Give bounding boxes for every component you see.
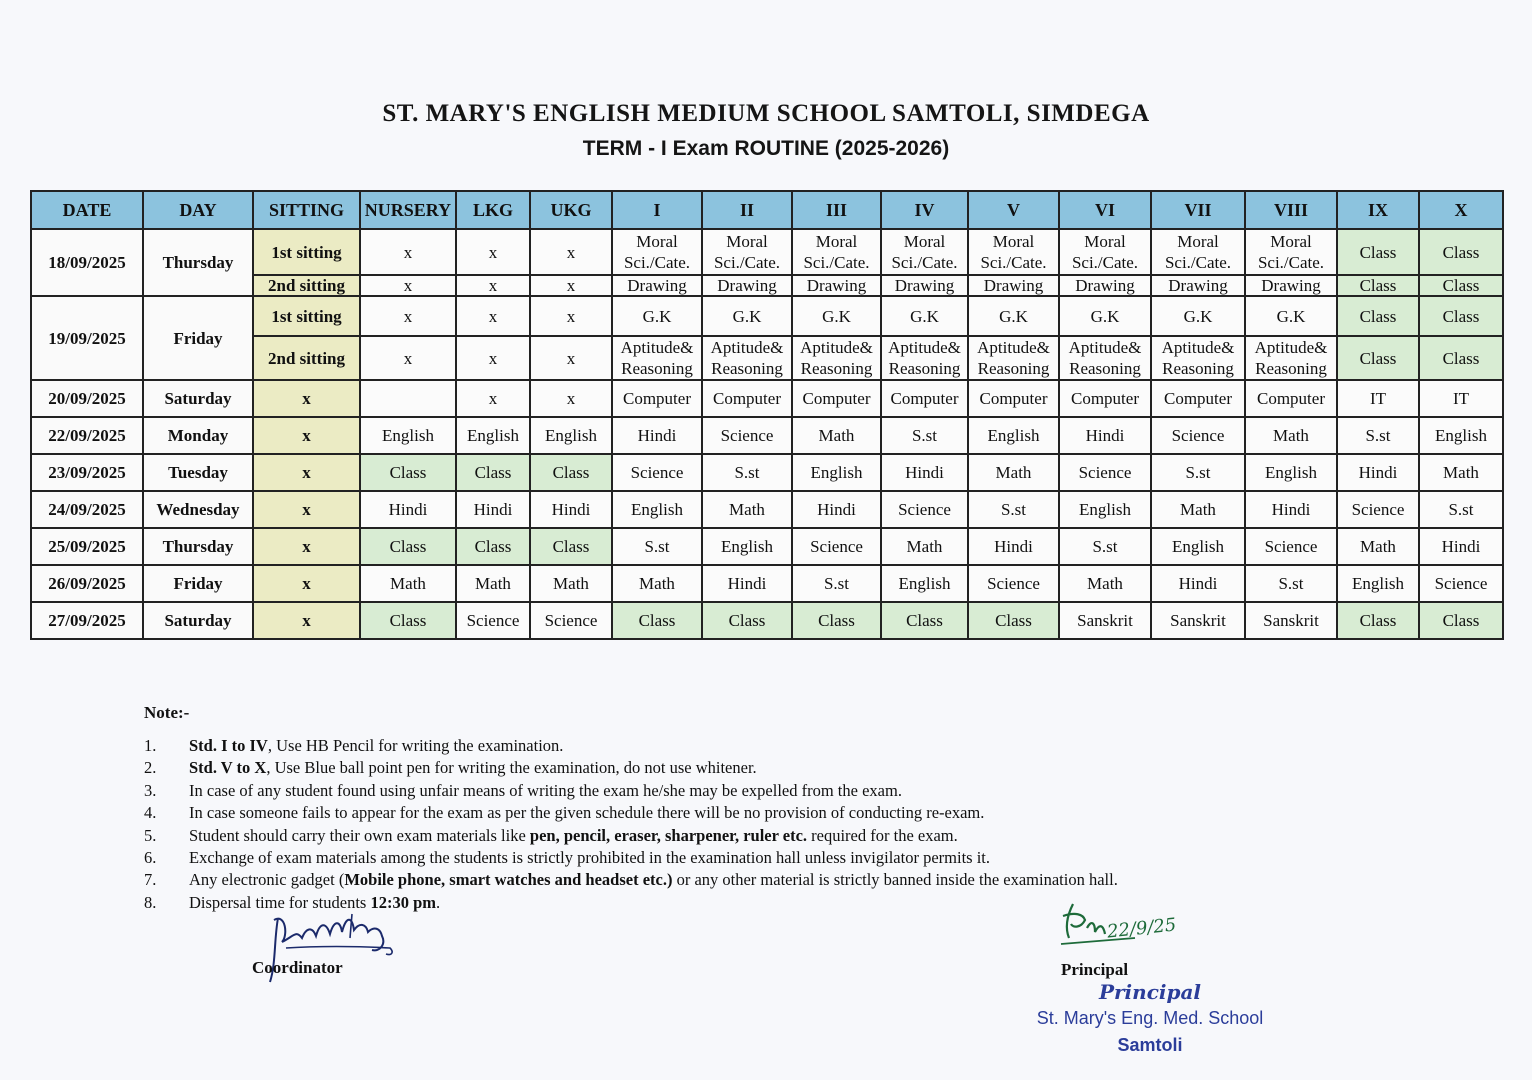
subject-cell: English xyxy=(792,454,881,491)
column-header: VIII xyxy=(1245,191,1337,229)
note-text xyxy=(189,757,757,779)
date-cell: 20/09/2025 xyxy=(31,380,143,417)
note-bold-text: 12:30 pm xyxy=(370,892,437,912)
subject-cell: S.st xyxy=(968,491,1059,528)
subject-cell: Hindi xyxy=(456,491,530,528)
subject-cell: S.st xyxy=(881,417,968,454)
subject-cell: Class xyxy=(792,602,881,639)
note-plain-text: In case someone fails to appear for the exam as per the given schedule there will be no provision of conducting re-exam. xyxy=(189,803,985,823)
subject-cell: Hindi xyxy=(881,454,968,491)
subject-cell: x xyxy=(360,296,456,336)
subject-cell: Math xyxy=(702,491,792,528)
stamp-place: Samtoli xyxy=(1117,1035,1183,1055)
note-text xyxy=(189,735,563,757)
subject-cell: Moral Sci./Cate. xyxy=(792,229,881,275)
note-bold-text: pen, pencil, eraser, sharpener, ruler etc. xyxy=(529,825,808,845)
subject-cell: Sanskrit xyxy=(1151,602,1245,639)
subject-cell: G.K xyxy=(1059,296,1151,336)
subject-cell: x xyxy=(456,275,530,296)
subject-cell: Drawing xyxy=(1059,275,1151,296)
subject-cell: x xyxy=(360,229,456,275)
subject-cell: x xyxy=(530,275,612,296)
subject-cell: x xyxy=(456,336,530,380)
subject-cell: English xyxy=(530,417,612,454)
column-header: V xyxy=(968,191,1059,229)
sitting-cell: x xyxy=(253,602,360,639)
subject-cell: Science xyxy=(612,454,702,491)
table-row xyxy=(31,454,1503,491)
subject-cell: Moral Sci./Cate. xyxy=(612,229,702,275)
subject-cell: English xyxy=(612,491,702,528)
subject-cell: English xyxy=(881,565,968,602)
subject-cell: Class xyxy=(1419,336,1503,380)
coordinator-signature-block xyxy=(240,908,420,998)
subject-cell: Class xyxy=(530,454,612,491)
subject-cell: x xyxy=(360,275,456,296)
subject-cell: English xyxy=(1059,491,1151,528)
subject-cell: IT xyxy=(1419,380,1503,417)
subject-cell: Science xyxy=(702,417,792,454)
subject-cell: Moral Sci./Cate. xyxy=(881,229,968,275)
table-row xyxy=(31,565,1503,602)
date-cell: 25/09/2025 xyxy=(31,528,143,565)
subject-cell: Moral Sci./Cate. xyxy=(968,229,1059,275)
subject-cell: Drawing xyxy=(1245,275,1337,296)
note-plain-text: or any other material is strictly banned inside the examination hall. xyxy=(672,870,1118,890)
subject-cell: Aptitude& Reasoning xyxy=(968,336,1059,380)
subject-cell: Science xyxy=(968,565,1059,602)
subject-cell: G.K xyxy=(612,296,702,336)
stamp-principal: Principal xyxy=(1098,980,1202,1004)
subject-cell: x xyxy=(360,336,456,380)
date-cell: 19/09/2025 xyxy=(31,296,143,380)
note-number: 3. xyxy=(144,780,157,800)
subject-cell: Class xyxy=(456,528,530,565)
subject-cell: Math xyxy=(1151,491,1245,528)
subject-cell: English xyxy=(456,417,530,454)
date-cell: 24/09/2025 xyxy=(31,491,143,528)
note-item xyxy=(144,869,1118,891)
note-text xyxy=(189,780,902,802)
subject-cell: Aptitude& Reasoning xyxy=(881,336,968,380)
note-number: 2. xyxy=(144,758,157,778)
subject-cell: Hindi xyxy=(968,528,1059,565)
subject-cell: Aptitude& Reasoning xyxy=(792,336,881,380)
subject-cell: Sanskrit xyxy=(1059,602,1151,639)
note-bold-text: Std. I to IV xyxy=(189,736,268,755)
subject-cell: S.st xyxy=(792,565,881,602)
subject-cell: S.st xyxy=(1059,528,1151,565)
subject-cell: Math xyxy=(360,565,456,602)
subject-cell: x xyxy=(456,296,530,336)
column-header: X xyxy=(1419,191,1503,229)
note-text xyxy=(189,802,984,824)
subject-cell: Class xyxy=(360,454,456,491)
note-item xyxy=(144,757,1118,779)
column-header: LKG xyxy=(456,191,530,229)
note-plain-text: In case of any student found using unfair means of writing the exam he/she may be expelled from the exam. xyxy=(189,780,902,800)
date-cell: 22/09/2025 xyxy=(31,417,143,454)
principal-label: Principal xyxy=(1061,960,1129,979)
subject-cell: English xyxy=(968,417,1059,454)
column-header: VII xyxy=(1151,191,1245,229)
subject-cell: G.K xyxy=(702,296,792,336)
subject-cell xyxy=(360,380,456,417)
sitting-cell: x xyxy=(253,454,360,491)
sitting-cell: x xyxy=(253,380,360,417)
day-cell: Thursday xyxy=(143,229,253,296)
subject-cell: x xyxy=(530,229,612,275)
subject-cell: S.st xyxy=(1337,417,1419,454)
day-cell: Friday xyxy=(143,296,253,380)
sitting-cell: x xyxy=(253,417,360,454)
table-row xyxy=(31,296,1503,336)
subject-cell: S.st xyxy=(1151,454,1245,491)
subject-cell: Drawing xyxy=(702,275,792,296)
subject-cell: Science xyxy=(881,491,968,528)
table-row xyxy=(31,229,1503,275)
subject-cell: Class xyxy=(968,602,1059,639)
note-number: 6. xyxy=(144,848,157,868)
note-text xyxy=(189,869,1118,891)
subject-cell: Computer xyxy=(792,380,881,417)
subject-cell: Math xyxy=(530,565,612,602)
note-plain-text: , Use HB Pencil for writing the examination. xyxy=(267,736,564,755)
subject-cell: G.K xyxy=(881,296,968,336)
subject-cell: English xyxy=(702,528,792,565)
subject-cell: Computer xyxy=(702,380,792,417)
subject-cell: Sanskrit xyxy=(1245,602,1337,639)
subject-cell: x xyxy=(530,296,612,336)
subject-cell: Hindi xyxy=(530,491,612,528)
subject-cell: Drawing xyxy=(881,275,968,296)
subject-cell: G.K xyxy=(968,296,1059,336)
note-number: 7. xyxy=(144,870,157,890)
subject-cell: S.st xyxy=(612,528,702,565)
column-header: VI xyxy=(1059,191,1151,229)
subject-cell: Moral Sci./Cate. xyxy=(1059,229,1151,275)
date-cell: 18/09/2025 xyxy=(31,229,143,296)
subject-cell: Science xyxy=(530,602,612,639)
subject-cell: Hindi xyxy=(702,565,792,602)
notes-heading: Note:- xyxy=(144,703,190,722)
sitting-cell: x xyxy=(253,528,360,565)
note-item xyxy=(144,847,1118,869)
subject-cell: G.K xyxy=(792,296,881,336)
subject-cell: Math xyxy=(456,565,530,602)
subject-cell: Computer xyxy=(1059,380,1151,417)
subject-cell: Science xyxy=(1419,565,1503,602)
column-header: DAY xyxy=(143,191,253,229)
subject-cell: Class xyxy=(702,602,792,639)
note-text xyxy=(189,847,990,869)
column-header: II xyxy=(702,191,792,229)
subject-cell: English xyxy=(1419,417,1503,454)
subject-cell: Math xyxy=(612,565,702,602)
table-header-row xyxy=(31,191,1503,229)
column-header: SITTING xyxy=(253,191,360,229)
subject-cell: Math xyxy=(1337,528,1419,565)
subject-cell: Computer xyxy=(881,380,968,417)
subject-cell: Computer xyxy=(1245,380,1337,417)
subject-cell: Hindi xyxy=(1419,528,1503,565)
subject-cell: Drawing xyxy=(792,275,881,296)
subject-cell: Class xyxy=(1419,275,1503,296)
day-cell: Friday xyxy=(143,565,253,602)
day-cell: Saturday xyxy=(143,380,253,417)
note-plain-text: Dispersal time for students xyxy=(189,892,371,912)
subject-cell: English xyxy=(1151,528,1245,565)
subject-cell: Hindi xyxy=(1059,417,1151,454)
subject-cell: Moral Sci./Cate. xyxy=(1245,229,1337,275)
subject-cell: Science xyxy=(1337,491,1419,528)
subject-cell: S.st xyxy=(1245,565,1337,602)
subject-cell: Class xyxy=(1337,296,1419,336)
notes-list xyxy=(144,735,1118,914)
day-cell: Thursday xyxy=(143,528,253,565)
subject-cell: Aptitude& Reasoning xyxy=(1245,336,1337,380)
column-header: III xyxy=(792,191,881,229)
subject-cell: Computer xyxy=(968,380,1059,417)
subject-cell: Class xyxy=(360,602,456,639)
principal-signature-date: 22/9/25 xyxy=(1106,914,1178,943)
note-plain-text: , Use Blue ball point pen for writing the examination, do not use whitener. xyxy=(266,758,757,778)
subject-cell: Math xyxy=(792,417,881,454)
subject-cell: x xyxy=(530,336,612,380)
school-stamp xyxy=(1020,980,1280,1056)
subject-cell: Moral Sci./Cate. xyxy=(702,229,792,275)
subject-cell: Computer xyxy=(1151,380,1245,417)
note-number: 5. xyxy=(144,825,157,845)
subject-cell: Moral Sci./Cate. xyxy=(1151,229,1245,275)
subject-cell: Class xyxy=(1337,275,1419,296)
sitting-cell: x xyxy=(253,565,360,602)
exam-routine-table xyxy=(30,190,1504,640)
column-header: DATE xyxy=(31,191,143,229)
note-number: 1. xyxy=(144,736,157,755)
subject-cell: Aptitude& Reasoning xyxy=(612,336,702,380)
subject-cell: Hindi xyxy=(1151,565,1245,602)
subject-cell: Hindi xyxy=(612,417,702,454)
subject-cell: Class xyxy=(1337,602,1419,639)
note-plain-text: Any electronic gadget ( xyxy=(189,870,345,890)
subject-cell: Drawing xyxy=(968,275,1059,296)
subject-cell: Class xyxy=(1419,229,1503,275)
subject-cell: Math xyxy=(881,528,968,565)
day-cell: Saturday xyxy=(143,602,253,639)
note-item xyxy=(144,780,1118,802)
subject-cell: Class xyxy=(530,528,612,565)
subject-cell: Class xyxy=(1337,336,1419,380)
subject-cell: IT xyxy=(1337,380,1419,417)
note-bold-text: Mobile phone, smart watches and headset etc.) xyxy=(344,870,673,890)
sitting-cell: 2nd sitting xyxy=(253,336,360,380)
subject-cell: Class xyxy=(881,602,968,639)
subject-cell: Class xyxy=(612,602,702,639)
subject-cell: Science xyxy=(1151,417,1245,454)
note-item xyxy=(144,825,1118,847)
subject-cell: x xyxy=(456,229,530,275)
school-title: ST. MARY'S ENGLISH MEDIUM SCHOOL SAMTOLI, SIMDEGA xyxy=(382,100,1150,127)
subject-cell: Hindi xyxy=(360,491,456,528)
subject-cell: Class xyxy=(456,454,530,491)
subject-cell: Computer xyxy=(612,380,702,417)
subject-cell: Class xyxy=(360,528,456,565)
day-cell: Monday xyxy=(143,417,253,454)
subject-cell: Class xyxy=(1419,296,1503,336)
subject-cell: Hindi xyxy=(792,491,881,528)
subject-cell: Science xyxy=(456,602,530,639)
column-header: IV xyxy=(881,191,968,229)
subject-cell: Class xyxy=(1337,229,1419,275)
note-plain-text: required for the exam. xyxy=(807,825,958,845)
note-plain-text: Exchange of exam materials among the students is strictly prohibited in the examination hall unless invigilator permits it. xyxy=(189,848,990,868)
note-item xyxy=(144,735,1118,757)
subject-cell: G.K xyxy=(1245,296,1337,336)
principal-signature-block xyxy=(1055,898,1215,988)
subject-cell: English xyxy=(360,417,456,454)
subject-cell: Aptitude& Reasoning xyxy=(1059,336,1151,380)
note-number: 4. xyxy=(144,803,157,823)
routine-subtitle: TERM - I Exam ROUTINE (2025-2026) xyxy=(582,137,950,160)
coordinator-label: Coordinator xyxy=(252,958,343,977)
day-cell: Wednesday xyxy=(143,491,253,528)
date-cell: 27/09/2025 xyxy=(31,602,143,639)
subject-cell: Math xyxy=(1059,565,1151,602)
subject-cell: Class xyxy=(1419,602,1503,639)
subject-cell: Science xyxy=(1245,528,1337,565)
column-header: NURSERY xyxy=(360,191,456,229)
table-row xyxy=(31,602,1503,639)
subject-cell: Math xyxy=(1245,417,1337,454)
column-header: I xyxy=(612,191,702,229)
column-header: IX xyxy=(1337,191,1419,229)
note-plain-text: . xyxy=(436,892,441,912)
sitting-cell: 2nd sitting xyxy=(253,275,360,296)
subject-cell: Hindi xyxy=(1337,454,1419,491)
subject-cell: S.st xyxy=(702,454,792,491)
subject-cell: Drawing xyxy=(1151,275,1245,296)
subject-cell: x xyxy=(456,380,530,417)
subject-cell: Science xyxy=(1059,454,1151,491)
sitting-cell: 1st sitting xyxy=(253,296,360,336)
note-item xyxy=(144,802,1118,824)
table-row xyxy=(31,528,1503,565)
sitting-cell: x xyxy=(253,491,360,528)
note-text xyxy=(189,825,958,847)
stamp-school: St. Mary's Eng. Med. School xyxy=(1036,1008,1264,1028)
table-row xyxy=(31,380,1503,417)
sitting-cell: 1st sitting xyxy=(253,229,360,275)
day-cell: Tuesday xyxy=(143,454,253,491)
subject-cell: Aptitude& Reasoning xyxy=(1151,336,1245,380)
table-row xyxy=(31,417,1503,454)
subject-cell: Hindi xyxy=(1245,491,1337,528)
column-header: UKG xyxy=(530,191,612,229)
subject-cell: S.st xyxy=(1419,491,1503,528)
note-plain-text: Student should carry their own exam materials like xyxy=(189,825,530,845)
table-row xyxy=(31,491,1503,528)
subject-cell: Math xyxy=(1419,454,1503,491)
subject-cell: Drawing xyxy=(612,275,702,296)
notes-section xyxy=(144,703,1118,914)
date-cell: 23/09/2025 xyxy=(31,454,143,491)
subject-cell: Science xyxy=(792,528,881,565)
subject-cell: Math xyxy=(968,454,1059,491)
note-number: 8. xyxy=(144,892,157,912)
subject-cell: x xyxy=(530,380,612,417)
subject-cell: English xyxy=(1245,454,1337,491)
subject-cell: Aptitude& Reasoning xyxy=(702,336,792,380)
date-cell: 26/09/2025 xyxy=(31,565,143,602)
subject-cell: G.K xyxy=(1151,296,1245,336)
subject-cell: English xyxy=(1337,565,1419,602)
note-bold-text: Std. V to X xyxy=(189,758,267,778)
